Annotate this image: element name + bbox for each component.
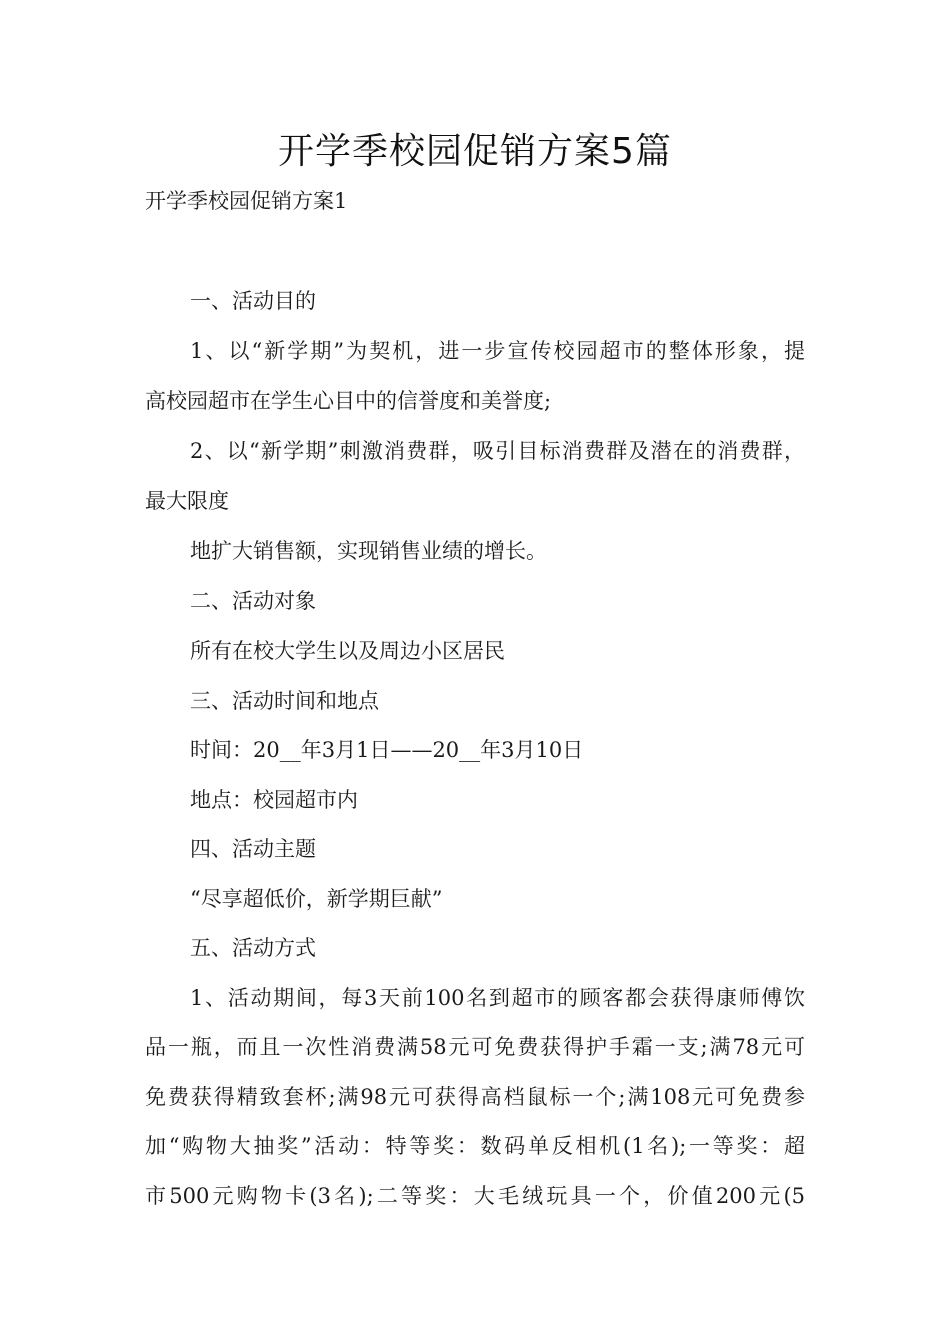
document-title: 开学季校园促销方案5篇 — [278, 131, 672, 172]
paragraph-line: 所有在校大学生以及周边小区居民 — [190, 639, 505, 663]
paragraph-line: 1、活动期间，每3天前100名到超市的顾客都会获得康师傅饮 — [190, 986, 805, 1010]
paragraph-line: 市500元购物卡(3名);二等奖：大毛绒玩具一个，价值200元(5 — [145, 1184, 805, 1208]
paragraph-line: 高校园超市在学生心目中的信誉度和美誉度; — [145, 389, 552, 413]
document-subtitle: 开学季校园促销方案1 — [145, 189, 348, 213]
paragraph-line: 1、以“新学期”为契机，进一步宣传校园超市的整体形象，提 — [190, 339, 805, 363]
paragraph-line: 地扩大销售额，实现销售业绩的增长。 — [190, 539, 547, 563]
paragraph-line: 地点：校园超市内 — [190, 788, 358, 812]
paragraph-line: 品一瓶，而且一次性消费满58元可免费获得护手霜一支;满78元可 — [145, 1035, 805, 1059]
paragraph-line: 最大限度 — [145, 489, 229, 513]
section-heading-time-place: 三、活动时间和地点 — [190, 689, 379, 713]
section-heading-method: 五、活动方式 — [190, 936, 316, 960]
section-heading-purpose: 一、活动目的 — [190, 289, 316, 313]
section-heading-theme: 四、活动主题 — [190, 837, 316, 861]
section-heading-target: 二、活动对象 — [190, 589, 316, 613]
paragraph-line: 2、以“新学期”刺激消费群，吸引目标消费群及潜在的消费群， — [190, 439, 805, 463]
paragraph-line: “尽享超低价，新学期巨献” — [190, 887, 443, 911]
paragraph-line: 加“购物大抽奖”活动：特等奖：数码单反相机(1名);一等奖：超 — [145, 1134, 805, 1158]
paragraph-line: 时间：20__年3月1日——20__年3月10日 — [190, 738, 584, 762]
paragraph-line: 免费获得精致套杯;满98元可获得高档鼠标一个;满108元可免费参 — [145, 1085, 805, 1109]
